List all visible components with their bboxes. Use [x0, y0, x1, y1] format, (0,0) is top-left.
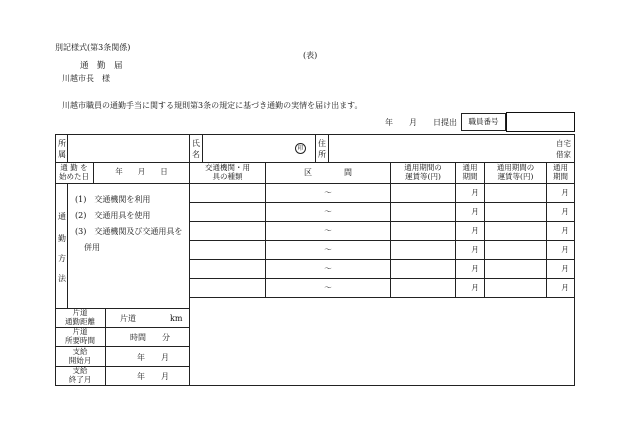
dept-input[interactable] [68, 135, 188, 161]
route-month-1: 月 [471, 263, 479, 273]
statement: 川越市職員の通勤手当に関する規則第3条の規定に基づき通勤の実情を届け出ます。 [62, 101, 363, 110]
rented-home-option[interactable]: 借家 [556, 150, 571, 159]
addressee: 川越市長 様 [62, 74, 110, 83]
address-label-top: 住 [318, 139, 326, 148]
route-month-2: 月 [561, 206, 569, 216]
method-option-1[interactable]: (1) 交通機関を利用 [75, 195, 151, 204]
dept-label-top: 所 [58, 139, 66, 148]
route-month-2: 月 [561, 225, 569, 235]
route-tilde: ～ [324, 282, 332, 292]
name-label-top: 氏 [192, 139, 200, 148]
means-type-header: 交通機関・用 具の種類 [205, 162, 250, 181]
start-pay-value[interactable]: 年 月 [137, 353, 169, 362]
distance-label: 片道 通勤距離 [65, 308, 95, 326]
start-pay-label: 支給 開始月 [68, 346, 92, 365]
route-month-2: 月 [561, 282, 569, 292]
staff-number-label-box [461, 113, 506, 131]
start-date-input[interactable]: 年 月 日 [115, 167, 168, 177]
distance-prefix: 片道 [120, 314, 136, 323]
route-month-2: 月 [561, 263, 569, 273]
route-month-1: 月 [471, 282, 479, 292]
form-title: 通 勤 届 [80, 61, 123, 71]
section-header: 区 間 [304, 167, 352, 177]
own-home-option[interactable]: 自宅 [556, 139, 571, 148]
route-month-1: 月 [471, 244, 479, 254]
route-month-2: 月 [561, 187, 569, 197]
method-label-4: 法 [58, 274, 66, 283]
end-pay-value[interactable]: 年 月 [137, 372, 169, 381]
method-option-3-cont: 併用 [84, 243, 100, 252]
front-label: (表) [303, 51, 318, 60]
end-pay-label: 支給 終了月 [68, 366, 92, 384]
route-month-2: 月 [561, 244, 569, 254]
route-tilde: ～ [324, 263, 332, 273]
submission-date: 年 月 日提出 [385, 118, 457, 127]
route-month-1: 月 [471, 206, 479, 216]
fare-header-2: 通用期間の 運賃等(円) [496, 162, 535, 181]
start-date-label: 通 勤 を 始めた日 [59, 162, 89, 181]
address-input[interactable] [329, 135, 539, 161]
period-header-2: 通用 期間 [553, 162, 568, 181]
staff-number-label: 職員番号 [468, 116, 499, 126]
staff-number-input[interactable] [506, 112, 575, 132]
route-month-1: 月 [471, 225, 479, 235]
fare-header-1: 通用期間の 運賃等(円) [404, 162, 442, 181]
time-label: 片道 所要時間 [65, 327, 95, 345]
route-month-1: 月 [471, 187, 479, 197]
route-tilde: ～ [324, 244, 332, 254]
method-option-2[interactable]: (2) 交通用具を使用 [75, 211, 151, 220]
method-option-3[interactable]: (3) 交通機関及び交通用具を [75, 227, 183, 236]
method-label-2: 勤 [58, 234, 66, 243]
route-tilde: ～ [324, 225, 332, 235]
method-label-1: 通 [58, 212, 66, 221]
dept-label-bottom: 属 [58, 150, 66, 159]
seal-mark-icon: 印 [295, 143, 306, 154]
route-tilde: ～ [324, 206, 332, 216]
distance-unit: km [170, 314, 183, 323]
period-header-1: 通用 期間 [462, 162, 478, 181]
route-tilde: ～ [324, 187, 332, 197]
style-note: 別記様式(第3条関係) [55, 43, 131, 52]
name-label-bottom: 名 [192, 150, 200, 159]
method-label-3: 方 [58, 254, 66, 263]
address-label-bottom: 所 [318, 150, 326, 159]
time-value[interactable]: 時間 分 [130, 333, 170, 342]
